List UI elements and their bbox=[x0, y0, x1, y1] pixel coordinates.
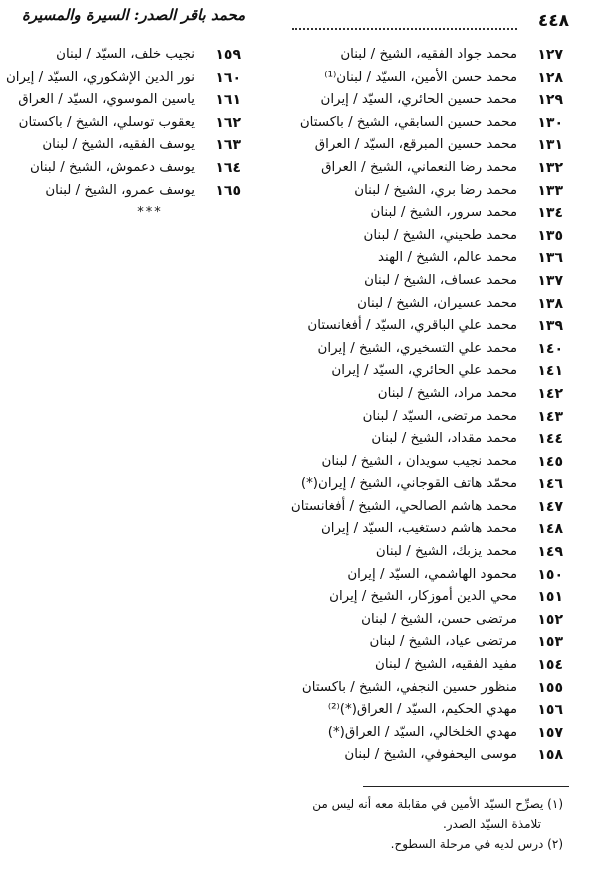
list-entry bbox=[273, 541, 563, 564]
entry-text: مرتضى حسن، الشيخ / لبنان bbox=[361, 611, 517, 627]
entry-text: يوسف عمرو، الشيخ / لبنان bbox=[45, 182, 195, 198]
entry-number: ١٣٨ bbox=[537, 295, 563, 312]
list-entry bbox=[21, 44, 241, 67]
list-entry bbox=[273, 89, 563, 112]
list-entry bbox=[273, 586, 563, 609]
list-entry bbox=[273, 360, 563, 383]
entry-number: ١٣٦ bbox=[537, 250, 563, 267]
entry-text: محي الدين أموزكار، الشيخ / إيران bbox=[329, 589, 517, 605]
entry-text: مفيد الفقيه، الشيخ / لبنان bbox=[375, 657, 517, 673]
entry-text: محمد طحيني، الشيخ / لبنان bbox=[363, 227, 517, 243]
list-entry bbox=[18, 112, 241, 135]
entry-number: ١٤٤ bbox=[537, 431, 563, 448]
entry-text: موسى اليحفوفي، الشيخ / لبنان bbox=[344, 747, 517, 763]
entry-text: مهدي الحكيم، السيّد / العراق(*)⁽²⁾ bbox=[327, 702, 517, 718]
entry-text: محمد عسيران، الشيخ / لبنان bbox=[357, 295, 517, 311]
entry-text: محمد سرور، الشيخ / لبنان bbox=[370, 205, 517, 221]
list-entry bbox=[273, 383, 563, 406]
section-end-stars: *** bbox=[137, 205, 163, 220]
entry-number: ١٢٩ bbox=[537, 92, 563, 109]
entry-number: ١٤٨ bbox=[537, 521, 563, 538]
list-entry bbox=[273, 699, 563, 722]
entry-number: ١٥١ bbox=[537, 589, 563, 606]
entry-number: ١٤٦ bbox=[537, 476, 563, 493]
entry-text: يعقوب توسلي، الشيخ / باكستان bbox=[18, 114, 195, 130]
list-entry bbox=[21, 157, 241, 180]
entry-number: ١٦٣ bbox=[215, 137, 241, 154]
list-entry bbox=[273, 406, 563, 429]
list-entry bbox=[273, 451, 563, 474]
list-entry bbox=[273, 315, 563, 338]
list-entry bbox=[273, 44, 563, 67]
entry-number: ١٣٣ bbox=[537, 182, 563, 199]
entry-number: ١٦٠ bbox=[215, 69, 241, 86]
list-entry bbox=[273, 225, 563, 248]
list-entry bbox=[273, 473, 563, 496]
entry-number: ١٥٣ bbox=[537, 634, 563, 651]
entry-text: محمّد هاتف القوجاني، الشيخ / إيران(*) bbox=[300, 476, 517, 492]
list-entry bbox=[273, 677, 563, 700]
list-entry bbox=[273, 270, 563, 293]
footnote-rule bbox=[363, 786, 569, 787]
entry-number: ١٥٧ bbox=[537, 724, 563, 741]
page-header bbox=[22, 6, 569, 32]
entry-number: ١٤٥ bbox=[537, 453, 563, 470]
entry-text: محمد مقداد، الشيخ / لبنان bbox=[371, 431, 517, 447]
entry-number: ١٣٢ bbox=[537, 159, 563, 176]
entry-text: محمد حسن الأمين، السيّد / لبنان⁽¹⁾ bbox=[324, 69, 517, 85]
list-entry bbox=[273, 654, 563, 677]
entry-text: محمد نجيب سويدان ، الشيخ / لبنان bbox=[321, 453, 517, 469]
footnotes bbox=[103, 794, 563, 854]
entry-text: محمد علي الحائري، السيّد / إيران bbox=[331, 363, 517, 379]
entry-text: محمد عالم، الشيخ / الهند bbox=[378, 250, 517, 266]
list-entry bbox=[21, 134, 241, 157]
entry-text: محمد حسين المبرقع، السيّد / العراق bbox=[314, 137, 517, 153]
list-entry bbox=[273, 518, 563, 541]
entry-text: محمد حسين السابقي، الشيخ / باكستان bbox=[299, 114, 517, 130]
entry-number: ١٤٢ bbox=[537, 385, 563, 402]
entry-number: ١٥٥ bbox=[537, 679, 563, 696]
footnote-2: (٢) درس لديه في مرحلة السطوح. bbox=[390, 837, 563, 851]
entry-text: محمد يزبك، الشيخ / لبنان bbox=[375, 544, 517, 560]
header-dotted-leader bbox=[292, 28, 517, 30]
list-entry bbox=[273, 180, 563, 203]
entry-text: يوسف الفقيه، الشيخ / لبنان bbox=[42, 137, 195, 153]
list-entry bbox=[273, 609, 563, 632]
list-entry bbox=[273, 428, 563, 451]
entries-column-right bbox=[273, 44, 563, 767]
entry-number: ١٦٢ bbox=[215, 114, 241, 131]
entry-number: ١٣٧ bbox=[537, 272, 563, 289]
footnote-1-continuation: تلامذة السيّد الصدر. bbox=[442, 817, 541, 831]
entry-text: محمود الهاشمي، السيّد / إيران bbox=[347, 566, 517, 582]
list-entry bbox=[273, 202, 563, 225]
entry-number: ١٤١ bbox=[537, 363, 563, 380]
entry-number: ١٦٥ bbox=[215, 182, 241, 199]
entry-text: محمد عساف، الشيخ / لبنان bbox=[364, 272, 517, 288]
running-head: محمد باقر الصدر: السيرة والمسيرة bbox=[22, 6, 246, 24]
list-entry bbox=[21, 180, 241, 203]
entry-text: ياسين الموسوي، السيّد / العراق bbox=[18, 92, 195, 108]
entry-text: محمد مراد، الشيخ / لبنان bbox=[377, 385, 517, 401]
entry-number: ١٢٨ bbox=[537, 69, 563, 86]
list-entry bbox=[273, 247, 563, 270]
list-entry bbox=[273, 157, 563, 180]
entry-number: ١٦٤ bbox=[215, 159, 241, 176]
list-entry bbox=[273, 496, 563, 519]
entry-text: محمد هاشم دستغيب، السيّد / إيران bbox=[320, 521, 517, 537]
entry-text: محمد مرتضى، السيّد / لبنان bbox=[362, 408, 517, 424]
entry-number: ١٣١ bbox=[537, 137, 563, 154]
entry-number: ١٥٨ bbox=[537, 747, 563, 764]
entry-text: يوسف دعموش، الشيخ / لبنان bbox=[29, 159, 195, 175]
list-entry bbox=[5, 67, 241, 90]
entry-number: ١٥٠ bbox=[537, 566, 563, 583]
entry-number: ١٣٩ bbox=[537, 318, 563, 335]
list-entry bbox=[273, 134, 563, 157]
entry-number: ١٤٠ bbox=[537, 340, 563, 357]
entry-text: محمد علي الباقري، السيّد / أفغانستان bbox=[307, 318, 517, 334]
entry-text: محمد رضا بري، الشيخ / لبنان bbox=[354, 182, 517, 198]
entry-text: نجيب خلف، السيّد / لبنان bbox=[56, 47, 195, 62]
list-entry bbox=[273, 722, 563, 745]
entry-text: محمد رضا النعماني، الشيخ / العراق bbox=[321, 159, 517, 175]
entry-number: ١٥٢ bbox=[537, 611, 563, 628]
entry-text: منظور حسين النجفي، الشيخ / باكستان bbox=[301, 679, 517, 695]
entry-text: مهدي الخلخالي، السيّد / العراق(*) bbox=[327, 724, 517, 740]
entries-column-left bbox=[5, 44, 241, 202]
list-entry bbox=[18, 89, 241, 112]
entry-text: نور الدين الإشكوري، السيّد / إيران bbox=[5, 69, 195, 85]
list-entry bbox=[273, 293, 563, 316]
entry-number: ١٣٠ bbox=[537, 114, 563, 131]
list-entry bbox=[273, 112, 563, 135]
page-number: ٤٤٨ bbox=[537, 11, 569, 31]
list-entry bbox=[273, 631, 563, 654]
entry-number: ١٤٩ bbox=[537, 544, 563, 561]
entry-number: ١٤٣ bbox=[537, 408, 563, 425]
entry-number: ١٥٦ bbox=[537, 702, 563, 719]
entry-number: ١٣٤ bbox=[537, 205, 563, 222]
list-entry bbox=[273, 744, 563, 767]
entry-number: ١٣٥ bbox=[537, 227, 563, 244]
entry-number: ١٥٤ bbox=[537, 657, 563, 674]
entry-text: مرتضى عياد، الشيخ / لبنان bbox=[369, 634, 517, 650]
list-entry bbox=[273, 67, 563, 90]
entry-text: محمد علي التسخيري، الشيخ / إيران bbox=[317, 340, 517, 356]
entry-number: ١٥٩ bbox=[215, 47, 241, 63]
entry-text: محمد حسين الحائري، السيّد / إيران bbox=[320, 92, 517, 108]
list-entry bbox=[273, 338, 563, 361]
entry-number: ١٤٧ bbox=[537, 498, 563, 515]
entry-text: محمد هاشم الصالحي، الشيخ / أفغانستان bbox=[290, 498, 517, 514]
footnote-1: (١) يصرِّح السيّد الأمين في مقابلة معه أنه ليس من bbox=[312, 797, 563, 811]
entry-text: محمد جواد الفقيه، الشيخ / لبنان bbox=[340, 47, 517, 62]
entry-number: ١٢٧ bbox=[537, 47, 563, 63]
list-entry bbox=[273, 564, 563, 587]
entry-number: ١٦١ bbox=[215, 92, 241, 109]
